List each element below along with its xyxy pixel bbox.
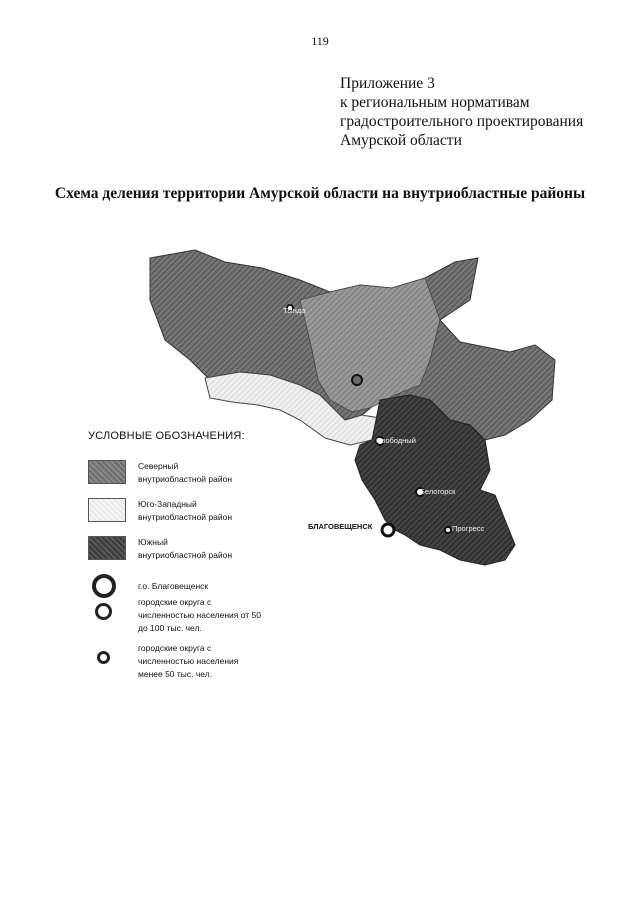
legend-label-north-2: внутриобластной район xyxy=(138,474,233,484)
legend-label-medium xyxy=(138,596,261,635)
map-legend xyxy=(88,430,328,694)
legend-label-southwest-2: внутриобластной район xyxy=(138,512,233,522)
appendix-line-1: Приложение 3 xyxy=(340,75,435,92)
legend-label-medium-2: численностью населения от 50 xyxy=(138,610,261,620)
map-label-progress: Прогресс xyxy=(452,524,485,533)
legend-label-southwest-1: Юго-Западный xyxy=(138,499,197,509)
small-circle-icon xyxy=(97,651,110,664)
legend-heading: УСЛОВНЫЕ ОБОЗНАЧЕНИЯ: xyxy=(88,430,245,442)
legend-label-southwest xyxy=(138,498,232,524)
legend-label-small-2: численностью населения xyxy=(138,656,239,666)
legend-label-south-1: Южный xyxy=(138,537,168,547)
legend-item-south xyxy=(88,536,328,574)
medium-circle-icon xyxy=(95,603,112,620)
appendix-line-3: градостроительного проектирования xyxy=(340,113,584,130)
map-label-svobodny: Свободный xyxy=(376,436,416,445)
progress-marker xyxy=(445,527,451,533)
legend-item-north xyxy=(88,460,328,498)
large-circle-icon xyxy=(92,574,116,598)
southwest-swatch xyxy=(88,498,126,522)
document-title: Схема деления территории Амурской области на внутриобластные районы xyxy=(54,185,586,202)
south-swatch xyxy=(88,536,126,560)
map-label-tynda: Тында xyxy=(283,306,306,315)
map-label-blagoveshchensk: БЛАГОВЕЩЕНСК xyxy=(308,522,373,531)
legend-label-small-3: менее 50 тыс. чел. xyxy=(138,669,213,679)
legend-label-capital-1: г.о. Благовещенск xyxy=(138,581,209,591)
legend-label-north xyxy=(138,460,232,486)
mid-city-marker xyxy=(352,375,362,385)
legend-item-southwest xyxy=(88,498,328,536)
legend-label-capital xyxy=(138,580,208,593)
legend-label-small xyxy=(138,642,238,681)
legend-label-south xyxy=(138,536,232,562)
legend-item-small-cities xyxy=(88,643,328,694)
legend-label-south-2: внутриобластной район xyxy=(138,550,233,560)
legend-label-small-1: городские округа с xyxy=(138,643,212,653)
north-swatch xyxy=(88,460,126,484)
blagoveshchensk-marker xyxy=(382,524,394,536)
legend-label-medium-3: до 100 тыс. чел. xyxy=(138,623,202,633)
legend-label-north-1: Северный xyxy=(138,461,179,471)
map-label-belogorsk: Белогорск xyxy=(420,487,456,496)
legend-label-medium-1: городские округа с xyxy=(138,597,212,607)
page-number: 119 xyxy=(311,34,329,48)
appendix-line-2: к региональным нормативам xyxy=(340,94,530,111)
appendix-line-4: Амурской области xyxy=(340,132,462,149)
